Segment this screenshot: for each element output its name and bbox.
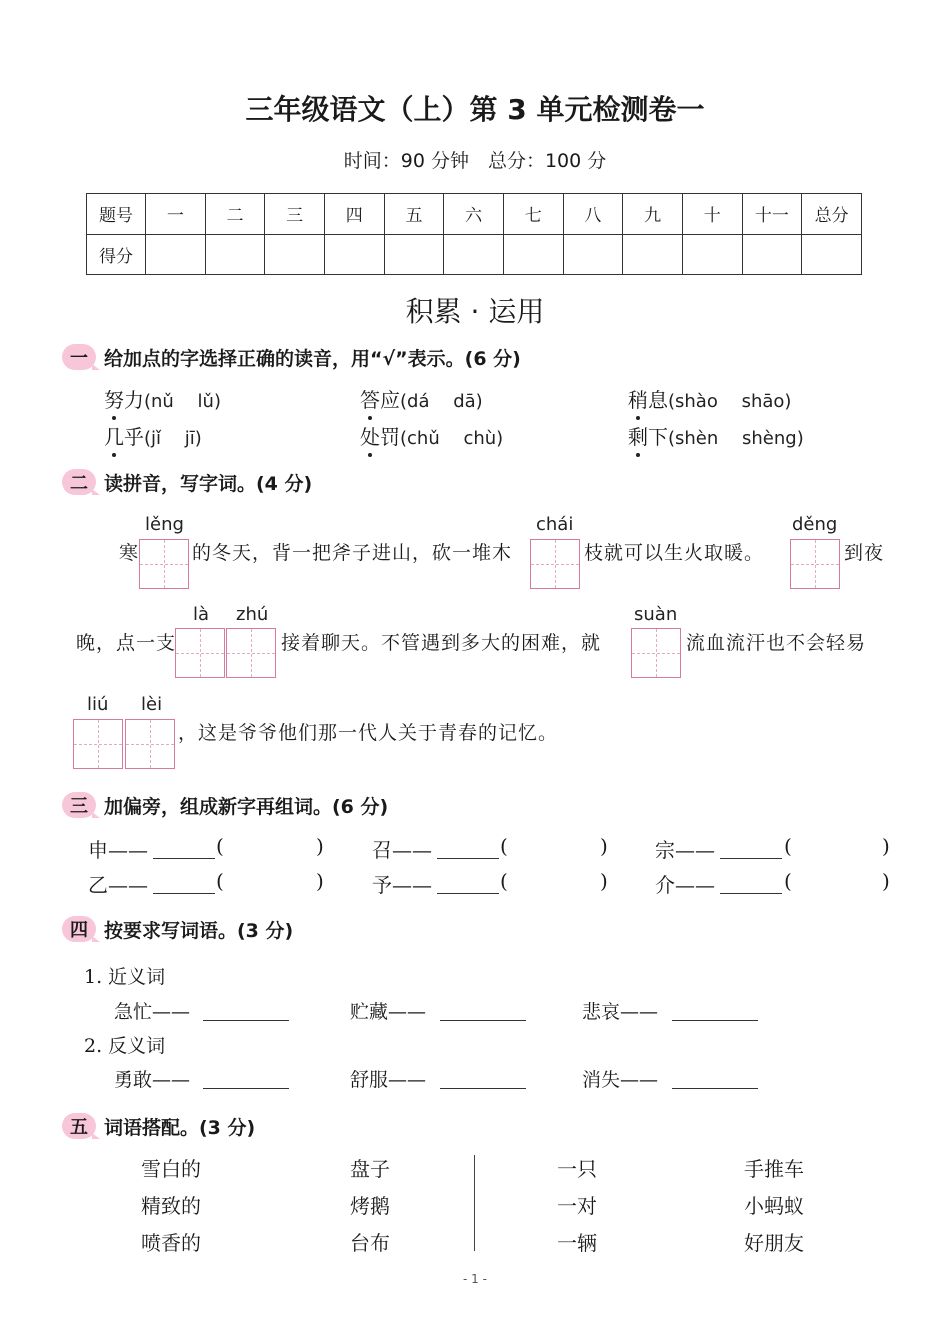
- radical-item: [655, 869, 715, 898]
- radical-item: [372, 869, 432, 898]
- score-cell[interactable]: [802, 234, 862, 275]
- score-cell[interactable]: [146, 234, 206, 275]
- writing-box[interactable]: [530, 539, 580, 589]
- match-word-left[interactable]: 一只: [557, 1157, 597, 1181]
- score-cell[interactable]: [503, 234, 563, 275]
- pinyin-options[interactable]: (shào shāo): [668, 391, 792, 412]
- pinyin-label: liú: [87, 694, 109, 715]
- dotted-char: 处: [360, 421, 380, 450]
- writing-box[interactable]: [125, 719, 175, 769]
- question-prompt: 给加点的字选择正确的读音，用“√”表示。(6 分): [104, 347, 521, 370]
- radical-item: [88, 869, 148, 898]
- exam-info: 时间：90 分钟 总分：100 分: [343, 150, 607, 172]
- score-cell[interactable]: [265, 234, 325, 275]
- score-table-col: 六: [444, 194, 504, 235]
- question-4-heading: [62, 915, 293, 943]
- open-paren: (: [500, 834, 508, 858]
- pinyin-label: zhú: [236, 604, 269, 625]
- score-table: [86, 193, 862, 275]
- answer-blank[interactable]: [203, 1088, 289, 1089]
- answer-blank[interactable]: [720, 893, 782, 894]
- word-item: 悲哀——: [582, 1001, 659, 1023]
- pinyin-label: děng: [792, 514, 838, 535]
- score-table-col: 十一: [742, 194, 802, 235]
- score-table-col: 九: [623, 194, 683, 235]
- base-char: 申——: [88, 838, 148, 862]
- writing-box[interactable]: [790, 539, 840, 589]
- item-char: 乎: [124, 425, 144, 449]
- word-item: 贮藏——: [350, 1001, 427, 1023]
- sub-heading: 2. 反义词: [84, 1035, 166, 1057]
- score-cell[interactable]: [384, 234, 444, 275]
- score-cell[interactable]: [623, 234, 683, 275]
- score-cell[interactable]: [324, 234, 384, 275]
- match-word-right[interactable]: 小蚂蚁: [744, 1194, 804, 1218]
- answer-blank[interactable]: [203, 1020, 289, 1021]
- question-1-heading: [62, 343, 521, 371]
- q1-item: [360, 421, 503, 450]
- dotted-char: 剩: [628, 421, 648, 450]
- question-prompt: 按要求写词语。(3 分): [104, 919, 294, 942]
- answer-blank[interactable]: [672, 1088, 758, 1089]
- score-table-col: 三: [265, 194, 325, 235]
- match-word-right[interactable]: 盘子: [350, 1157, 390, 1181]
- score-cell[interactable]: [444, 234, 504, 275]
- match-word-left[interactable]: 雪白的: [141, 1157, 201, 1181]
- answer-blank[interactable]: [440, 1020, 526, 1021]
- pinyin-options[interactable]: (chǔ chù): [400, 428, 504, 449]
- match-word-right[interactable]: 好朋友: [744, 1231, 804, 1255]
- question-prompt: 词语搭配。(3 分): [104, 1116, 256, 1139]
- open-paren: (: [216, 834, 224, 858]
- question-prompt: 读拼音，写字词。(4 分): [104, 472, 313, 495]
- radical-item: [655, 834, 715, 863]
- item-char: 罚: [380, 425, 400, 449]
- q1-item: [104, 421, 202, 450]
- dotted-char: 努: [104, 384, 124, 413]
- question-badge: 三: [62, 792, 96, 818]
- score-table-col: 十: [682, 194, 742, 235]
- score-cell[interactable]: [563, 234, 623, 275]
- base-char: 介——: [655, 873, 715, 897]
- answer-blank[interactable]: [672, 1020, 758, 1021]
- match-word-right[interactable]: 台布: [350, 1231, 390, 1255]
- match-word-right[interactable]: 手推车: [744, 1157, 804, 1181]
- open-paren: (: [216, 869, 224, 893]
- base-char: 乙——: [88, 873, 148, 897]
- word-item: 勇敢——: [114, 1069, 191, 1091]
- answer-blank[interactable]: [437, 858, 499, 859]
- pinyin-label: suàn: [634, 604, 678, 625]
- answer-blank[interactable]: [437, 893, 499, 894]
- pinyin-options[interactable]: (nǔ lǔ): [144, 391, 221, 412]
- dotted-char: 几: [104, 421, 124, 450]
- writing-box[interactable]: [631, 628, 681, 678]
- question-badge: 二: [62, 469, 96, 495]
- score-table-col: 七: [503, 194, 563, 235]
- close-paren: ): [882, 834, 890, 858]
- passage-text: 枝就可以生火取暖。: [584, 542, 765, 564]
- question-2-heading: [62, 468, 312, 496]
- close-paren: ): [600, 869, 608, 893]
- writing-box[interactable]: [139, 539, 189, 589]
- score-table-col: 四: [324, 194, 384, 235]
- pinyin-options[interactable]: (shèn shèng): [668, 428, 804, 449]
- dotted-char: 稍: [628, 384, 648, 413]
- radical-item: [372, 834, 432, 863]
- score-table-col: 一: [146, 194, 206, 235]
- close-paren: ): [316, 869, 324, 893]
- q1-item: [628, 384, 791, 413]
- q1-item: [628, 421, 804, 450]
- close-paren: ): [600, 834, 608, 858]
- question-3-heading: [62, 791, 388, 819]
- score-table-col: 五: [384, 194, 444, 235]
- answer-blank[interactable]: [440, 1088, 526, 1089]
- question-badge: 四: [62, 916, 96, 942]
- divider-line: [474, 1155, 475, 1251]
- score-cell[interactable]: [205, 234, 265, 275]
- dotted-char: 答: [360, 384, 380, 413]
- sub-heading: 1. 近义词: [84, 966, 166, 988]
- passage-text: ，这是爷爷他们那一代人关于青春的记忆。: [178, 722, 559, 744]
- passage-text: 流血流汗也不会轻易: [686, 632, 867, 654]
- q1-item: [360, 384, 483, 413]
- word-item: 舒服——: [350, 1069, 427, 1091]
- question-badge: 五: [62, 1113, 96, 1139]
- passage-text: 的冬天，背一把斧子进山，砍一堆木: [192, 542, 513, 564]
- answer-blank[interactable]: [720, 858, 782, 859]
- question-prompt: 加偏旁，组成新字再组词。(6 分): [104, 795, 389, 818]
- open-paren: (: [784, 834, 792, 858]
- base-char: 召——: [372, 838, 432, 862]
- item-char: 力: [124, 388, 144, 412]
- score-cell[interactable]: [742, 234, 802, 275]
- score-table-score-row: [87, 234, 862, 275]
- score-table-col: 总分: [802, 194, 862, 235]
- score-table-col: 八: [563, 194, 623, 235]
- match-word-left[interactable]: 一辆: [557, 1231, 597, 1255]
- passage-text: 到夜: [844, 542, 885, 564]
- item-char: 息: [648, 388, 668, 412]
- score-table-row-label: 得分: [87, 234, 146, 275]
- section-title: 积累 · 运用: [405, 295, 545, 328]
- passage-text: 晚，点一支: [76, 632, 177, 654]
- pinyin-options[interactable]: (jǐ jī): [144, 428, 202, 449]
- match-word-right[interactable]: 烤鹅: [350, 1194, 390, 1218]
- page-title: 三年级语文（上）第 3 单元检测卷一: [245, 93, 705, 126]
- close-paren: ): [882, 869, 890, 893]
- score-cell[interactable]: [682, 234, 742, 275]
- item-char: 下: [648, 425, 668, 449]
- passage-text: 接着聊天。不管遇到多大的困难，就: [281, 632, 602, 654]
- pinyin-label: lèi: [141, 694, 163, 715]
- q1-item: [104, 384, 221, 413]
- answer-blank[interactable]: [153, 893, 215, 894]
- writing-box[interactable]: [73, 719, 123, 769]
- score-table-col: 二: [205, 194, 265, 235]
- item-char: 应: [380, 388, 400, 412]
- pinyin-label: là: [193, 604, 210, 625]
- pinyin-label: chái: [536, 514, 574, 535]
- answer-blank[interactable]: [153, 858, 215, 859]
- writing-box[interactable]: [226, 628, 276, 678]
- question-5-heading: [62, 1112, 255, 1140]
- open-paren: (: [784, 869, 792, 893]
- pinyin-label: lěng: [145, 514, 184, 535]
- close-paren: ): [316, 834, 324, 858]
- match-word-left[interactable]: 精致的: [141, 1194, 201, 1218]
- match-word-left[interactable]: 喷香的: [141, 1231, 201, 1255]
- score-table-header-row: [87, 194, 862, 235]
- question-badge: 一: [62, 344, 96, 370]
- radical-item: [88, 834, 148, 863]
- word-item: 消失——: [582, 1069, 659, 1091]
- base-char: 宗——: [655, 838, 715, 862]
- base-char: 予——: [372, 873, 432, 897]
- match-word-left[interactable]: 一对: [557, 1194, 597, 1218]
- passage-text: 寒: [119, 542, 140, 564]
- page-number: - 1 -: [463, 1272, 487, 1286]
- writing-box[interactable]: [175, 628, 225, 678]
- pinyin-options[interactable]: (dá dā): [400, 391, 483, 412]
- word-item: 急忙——: [114, 1001, 191, 1023]
- score-table-row-label: 题号: [87, 194, 146, 235]
- open-paren: (: [500, 869, 508, 893]
